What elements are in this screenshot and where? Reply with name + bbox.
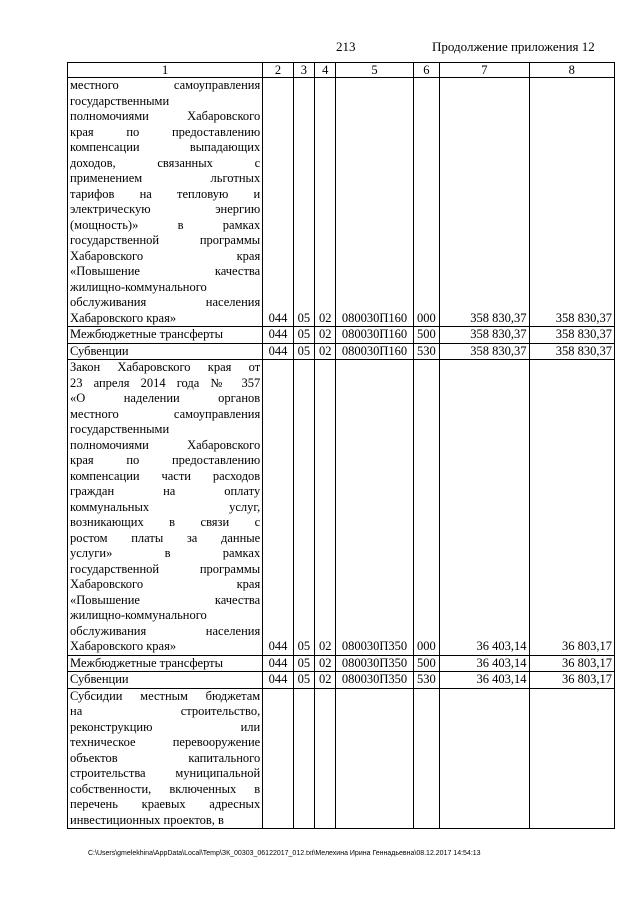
cell-v8 [529,688,614,829]
description-line: «О наделении органов [70,391,261,405]
continuation-title: Продолжение приложения 12 [432,39,595,54]
description-line: государственными [70,93,170,108]
cell-grbs: 044 [263,343,294,360]
col-header: 4 [315,63,336,78]
description-line: края по предоставлению [70,124,261,139]
row-description [68,360,263,656]
cell-grbs: 044 [263,78,294,327]
description-line: тарифов на тепловую и [70,186,261,201]
cell-v8: 358 830,37 [529,343,614,360]
col-header: 5 [336,63,413,78]
cell-rz: 05 [293,655,314,672]
file-path-footer: C:\Users\gmelekhina\AppData\Local\Temp\ЗК_00303_06122017_012.txt\Мелехина Ирина Геннадьевна\08.12.2017 14:54:13 [88,850,481,857]
row-description: Субвенции [68,672,263,689]
description-line: Хабаровского края» [70,310,177,325]
description-line: перечень краевых адресных [70,797,261,811]
cell-pr: 02 [315,343,336,360]
description-line: жилищно-коммунального [70,608,207,622]
col-header: 3 [293,63,314,78]
table-row [68,672,615,689]
cell-rz: 05 [293,672,314,689]
budget-table [67,62,615,829]
header-row [68,63,615,78]
description-line: обслуживания населения [70,623,261,638]
table-row [68,360,615,656]
cell-pr [315,688,336,829]
table-row [68,78,615,327]
description-line: применением льготных [70,171,261,185]
description-line: граждан на оплату [70,484,261,498]
description-line: государственной программы [70,233,261,247]
cell-csr [336,688,413,829]
cell-v7: 36 403,14 [440,672,529,689]
cell-v7: 36 403,14 [440,360,529,656]
cell-grbs [263,688,294,829]
cell-vr [413,688,439,829]
description-line: реконструкцию или [70,719,261,734]
cell-grbs: 044 [263,655,294,672]
cell-pr: 02 [315,327,336,344]
cell-grbs: 044 [263,327,294,344]
cell-rz: 05 [293,327,314,344]
row-description: Межбюджетные трансферты [68,327,263,344]
description-line: края по предоставлению [70,453,261,467]
cell-pr: 02 [315,672,336,689]
description-line: 23 апреля 2014 года № 357 [70,375,261,390]
cell-pr: 02 [315,78,336,327]
cell-csr: 080030П350 [336,672,413,689]
description-line: Субсидии местным бюджетам [70,688,261,703]
row-description [68,688,263,829]
cell-v8: 36 803,17 [529,360,614,656]
cell-csr: 080030П350 [336,360,413,656]
description-line: Хабаровского края [70,248,261,263]
cell-rz: 05 [293,343,314,360]
description-line: компенсации части расходов [70,468,261,483]
description-line: «Повышение качества [70,592,261,607]
description-line: (мощность)» в рамках [70,217,261,232]
cell-rz: 05 [293,78,314,327]
cell-v7: 358 830,37 [440,78,529,327]
description-line: жилищно-коммунального [70,279,207,294]
row-description: Межбюджетные трансферты [68,655,263,672]
cell-csr: 080030П160 [336,78,413,327]
description-line: обслуживания населения [70,295,261,309]
cell-grbs: 044 [263,360,294,656]
description-line: на строительство, [70,704,261,718]
description-line: Закон Хабаровского края от [70,360,261,374]
description-line: «Повышение качества [70,264,261,278]
cell-vr: 530 [413,672,439,689]
description-line: полномочиями Хабаровского [70,109,261,123]
cell-rz: 05 [293,360,314,656]
description-line: местного самоуправления [70,78,261,92]
description-line: услуги» в рамках [70,546,261,560]
col-header: 8 [529,63,614,78]
cell-csr: 080030П160 [336,327,413,344]
cell-v8: 358 830,37 [529,327,614,344]
description-line: Хабаровского края [70,577,261,591]
cell-csr: 080030П350 [336,655,413,672]
cell-v7: 358 830,37 [440,327,529,344]
col-header: 6 [413,63,439,78]
table-row [68,655,615,672]
table-row [68,688,615,829]
description-line: объектов капитального [70,750,261,765]
description-line: государственными [70,422,170,436]
page-number: 213 [336,39,356,54]
description-line: электрическую энергию [70,202,261,216]
cell-pr: 02 [315,655,336,672]
cell-rz [293,688,314,829]
cell-pr: 02 [315,360,336,656]
description-line: местного самоуправления [70,406,261,421]
description-line: ростом платы за данные [70,530,261,545]
col-header: 2 [263,63,294,78]
table-row [68,327,615,344]
description-line: доходов, связанных с [70,155,261,170]
cell-vr: 500 [413,655,439,672]
description-line: инвестиционных проектов, в [70,812,224,827]
cell-vr: 000 [413,360,439,656]
row-description: Субвенции [68,343,263,360]
description-line: собственности, включенных в [70,781,261,796]
description-line: коммунальных услуг, [70,499,261,514]
cell-vr: 500 [413,327,439,344]
col-header: 7 [440,63,529,78]
cell-vr: 000 [413,78,439,327]
description-line: строительства муниципальной [70,766,261,780]
cell-v8: 36 803,17 [529,655,614,672]
cell-v7: 36 403,14 [440,655,529,672]
cell-v7: 358 830,37 [440,343,529,360]
description-line: Хабаровского края» [70,639,177,653]
description-line: техническое перевооружение [70,735,261,749]
description-line: полномочиями Хабаровского [70,437,261,452]
cell-grbs: 044 [263,672,294,689]
cell-v8: 358 830,37 [529,78,614,327]
cell-v7 [440,688,529,829]
table-row [68,343,615,360]
col-header: 1 [68,63,263,78]
row-description [68,78,263,327]
description-line: компенсации выпадающих [70,140,261,154]
cell-csr: 080030П160 [336,343,413,360]
description-line: возникающих в связи с [70,515,261,529]
cell-v8: 36 803,17 [529,672,614,689]
cell-vr: 530 [413,343,439,360]
description-line: государственной программы [70,561,261,576]
